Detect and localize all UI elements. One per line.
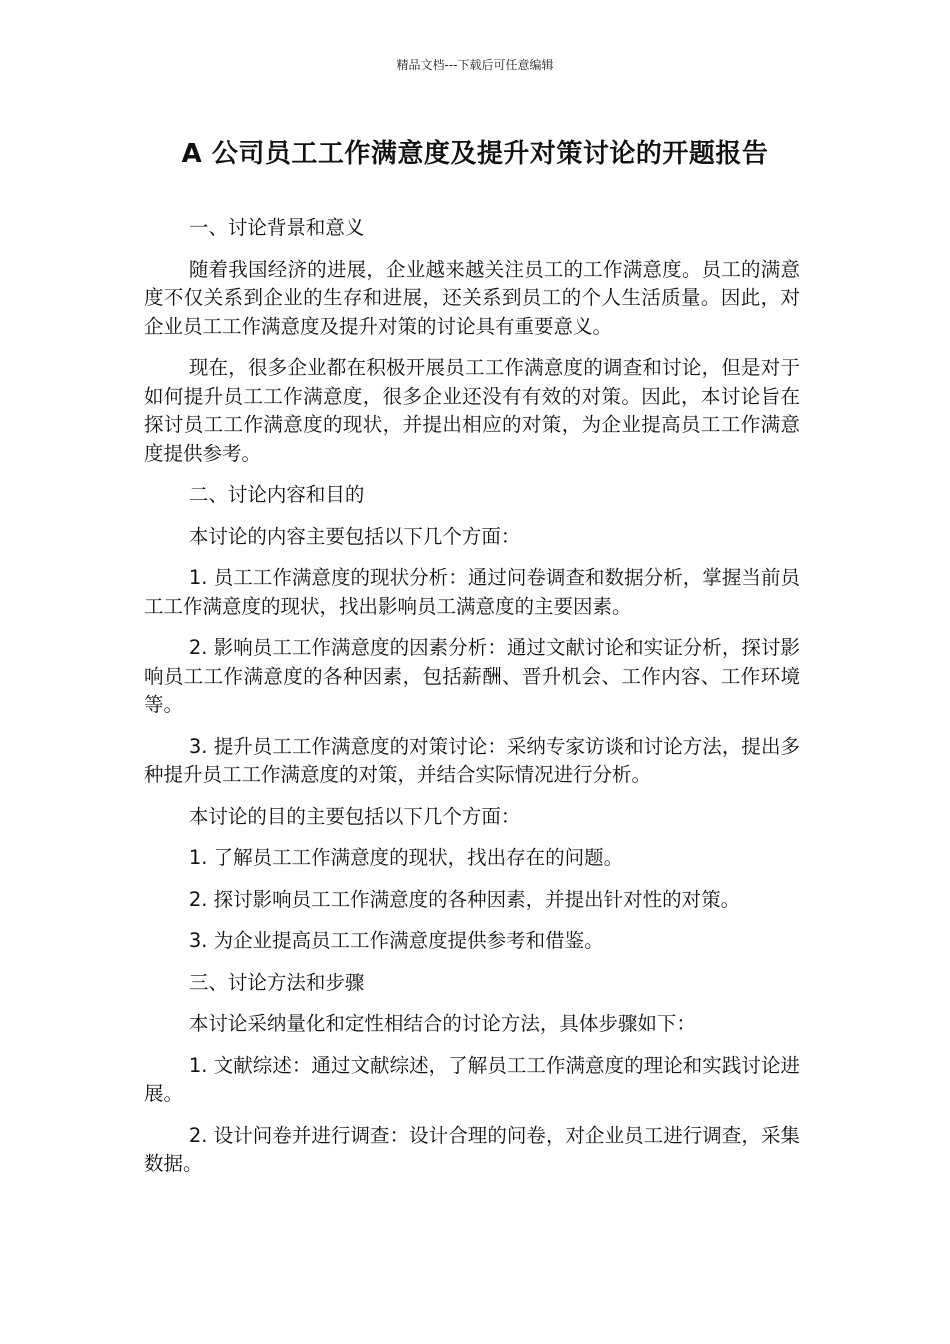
list-item: 1. 文献综述：通过文献综述，了解员工工作满意度的理论和实践讨论进展。 [144,1053,800,1105]
list-item: 1. 了解员工工作满意度的现状，找出存在的问题。 [188,846,624,869]
document-body [144,214,800,1192]
paragraph: 随着我国经济的进展，企业越来越关注员工的工作满意度。员工的满意度不仅关系到企业的生存和进展，还关系到员工的个人生活质量。因此，对企业员工工作满意度及提升对策的讨论具有重要意义。 [144,257,800,338]
page-header-note: 精品文档---下载后可任意编辑 [396,58,554,72]
section-heading-background: 一、讨论背景和意义 [188,216,365,239]
section-heading-method: 三、讨论方法和步骤 [188,970,365,994]
list-item: 2. 设计问卷并进行调查：设计合理的问卷，对企业员工进行调查，采集数据。 [144,1123,800,1175]
list-item: 3. 为企业提高员工工作满意度提供参考和借鉴。 [188,929,604,952]
document-title: A 公司员工工作满意度及提升对策讨论的开题报告 [181,139,769,169]
list-item: 2. 影响员工工作满意度的因素分析：通过文献讨论和实证分析，探讨影响员工工作满意度的各种因素，包括薪酬、晋升机会、工作内容、工作环境等。 [144,636,800,716]
paragraph: 本讨论的内容主要包括以下几个方面： [188,524,521,548]
paragraph: 本讨论的目的主要包括以下几个方面： [188,804,521,828]
paragraph: 现在，很多企业都在积极开展员工工作满意度的调查和讨论，但是对于如何提升员工工作满意度，很多企业还没有有效的对策。因此，本讨论旨在探讨员工工作满意度的现状，并提出相应的对策，为企业提高员工工作满意度提供参考。 [144,356,800,465]
list-item: 2. 探讨影响员工工作满意度的各种因素，并提出针对性的对策。 [188,887,741,911]
list-item: 1. 员工工作满意度的现状分析：通过问卷调查和数据分析，掌握当前员工工作满意度的现状，找出影响员工满意度的主要因素。 [144,566,800,618]
section-heading-content: 二、讨论内容和目的 [188,483,365,506]
list-item: 3. 提升员工工作满意度的对策讨论：采纳专家访谈和讨论方法，提出多种提升员工工作满意度的对策，并结合实际情况进行分析。 [144,734,800,786]
paragraph: 本讨论采纳量化和定性相结合的讨论方法，具体步骤如下： [188,1012,696,1035]
